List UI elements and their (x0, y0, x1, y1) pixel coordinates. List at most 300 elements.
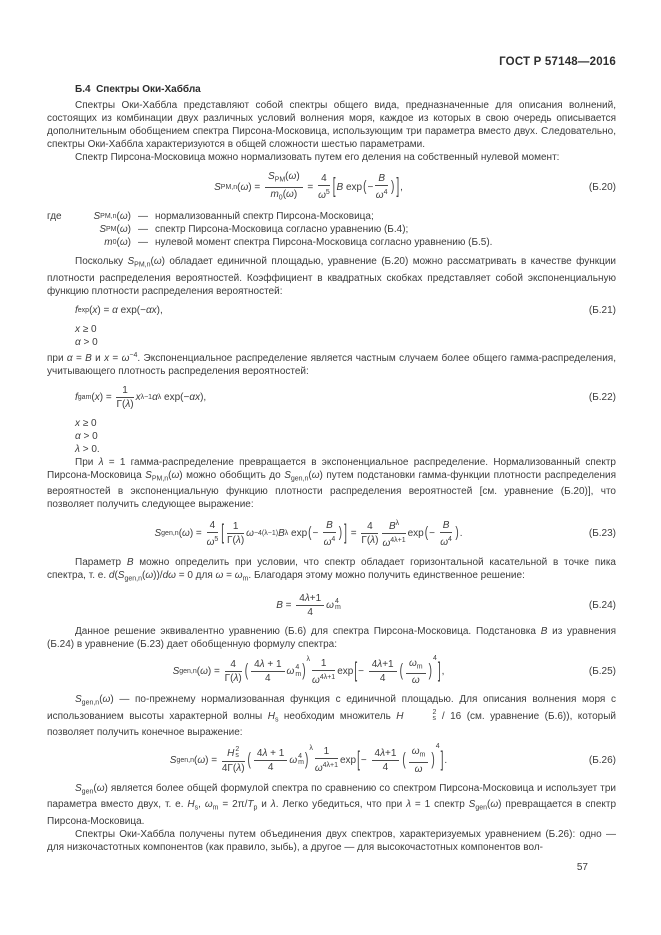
open-delimiter: ( (244, 661, 249, 682)
math-supsub (405, 710, 437, 723)
math-variable: x (104, 352, 110, 364)
math-variable: ω (311, 469, 320, 481)
math-text: ) (240, 535, 245, 546)
math-variable: ω (171, 469, 180, 481)
math-variable: λ (370, 535, 376, 546)
math-variable: S (75, 782, 82, 794)
math-text: − (312, 528, 322, 539)
paragraph (47, 556, 619, 586)
math-variable: ω (246, 528, 254, 539)
fraction-numerator (406, 658, 426, 675)
open-delimiter: [ (221, 521, 225, 546)
math-text: exp (339, 754, 357, 766)
subscript: gen,n (81, 699, 100, 707)
fraction-numerator (323, 520, 336, 533)
math-text: 4 (299, 592, 305, 604)
superscript: −4 (129, 351, 138, 359)
math-variable: ω (286, 188, 294, 200)
math-text: ) = (207, 666, 223, 678)
math-variable: α (66, 352, 73, 364)
fraction-numerator (227, 521, 244, 534)
paragraph (47, 417, 616, 430)
subscript: m (298, 759, 304, 767)
math-text: 1 (232, 521, 239, 532)
math-text: ) путем подстановки гамма-функции плотности распределения вероятностей в экспоненциальную функцию плотности распределения вероятностей [см. уравнение (Б.20)], что позволяет получить следующее выражение: (47, 469, 619, 510)
math-text: ( (141, 570, 146, 581)
close-delimiter: ) (302, 661, 306, 682)
math-text: при (47, 352, 67, 364)
fraction-denominator (318, 186, 330, 201)
superscript: λ (157, 393, 162, 401)
math-text: 4 (209, 519, 216, 531)
section-heading (75, 84, 616, 95)
math-variable: ω (240, 181, 249, 193)
math-variable: B (85, 352, 92, 364)
math-variable: λ (233, 673, 239, 685)
math-text: , (400, 181, 403, 193)
math-variable: H (227, 748, 235, 760)
math-variable: λ (75, 443, 80, 455)
math-group (353, 654, 441, 687)
math-variable: ω (382, 538, 391, 549)
math-text: = (282, 599, 295, 611)
superscript: 2 (235, 745, 240, 753)
subscript: exp (77, 306, 90, 314)
math-text: ( (99, 694, 103, 705)
math-group (247, 744, 313, 773)
math-variable: ω (119, 224, 128, 235)
math-variable: ω (490, 799, 499, 811)
subscript: PM (274, 176, 286, 184)
standard-designation: ГОСТ Р 57148—2016 (499, 56, 616, 68)
math-variable: x (75, 417, 80, 429)
open-delimiter: [ (332, 175, 336, 199)
fraction-denominator (372, 761, 400, 773)
group-power: 4 (432, 654, 437, 662)
math-variable: αx (189, 391, 201, 403)
equation (47, 518, 570, 549)
math-group (362, 173, 395, 201)
math-text: 4 (382, 761, 389, 773)
math-text: ) — по-прежнему нормализованная функция с единичной площадью. Для описания волнения моря с использованием высоты характерной волны (47, 694, 619, 722)
math-variable: ω (288, 171, 297, 182)
open-delimiter: [ (354, 660, 358, 684)
subscript: p (253, 804, 258, 812)
paragraph (47, 336, 616, 349)
math-variable: S (127, 256, 135, 267)
math-variable: m (270, 188, 279, 200)
math-variable: H (267, 710, 275, 722)
math-variable: ω (121, 352, 130, 364)
subscript: PM,n (134, 261, 151, 269)
math-variable: x (92, 304, 98, 316)
math-variable: ω (326, 599, 334, 611)
subscript: PM (106, 226, 117, 233)
math-text: необходим множитель (278, 710, 397, 722)
math-text: 1 (323, 746, 330, 758)
math-text: = (347, 528, 360, 539)
math-text: Б.4 Спектры Оки-Хаббла (75, 84, 201, 95)
fraction-numerator (296, 593, 324, 606)
superscript: 4 (298, 752, 303, 760)
math-text: − (360, 754, 370, 766)
math-text: Спектр Пирсона-Московица можно нормализовать путем его деления на собственный нулевой момент: (75, 152, 560, 163)
superscript: 4 (383, 189, 388, 196)
fraction-numerator (375, 173, 388, 186)
math-text: , (198, 799, 205, 811)
math-text: 4 (265, 673, 271, 685)
math-text: ) = (205, 754, 220, 766)
definition-list (47, 210, 616, 249)
fraction-numerator (318, 173, 330, 186)
group-content (252, 748, 304, 773)
math-text: − (429, 528, 438, 539)
close-delimiter: ) (304, 750, 309, 771)
math-fraction (225, 659, 242, 684)
math-text: ) (293, 188, 298, 200)
fraction-numerator (254, 748, 287, 761)
math-text: ( (196, 666, 201, 678)
close-delimiter: ) (338, 525, 343, 542)
math-fraction (323, 520, 336, 548)
fraction-numerator (369, 659, 397, 672)
math-text: = 2π/ (218, 799, 248, 811)
math-variable: α (75, 430, 81, 442)
math-text: exp (337, 666, 354, 678)
fraction-denominator (440, 533, 453, 548)
equation (47, 171, 570, 203)
group-content (358, 654, 437, 687)
math-text: +1 (382, 659, 394, 671)
math-text: Γ( (361, 535, 371, 546)
math-variable: λ (262, 747, 268, 759)
math-text: . (459, 528, 463, 539)
math-variable: S (154, 528, 162, 539)
equation-number: (Б.21) (588, 304, 616, 316)
equation-row (47, 593, 616, 618)
group-content (407, 746, 431, 775)
fraction-denominator (254, 761, 287, 773)
math-variable: dω (162, 570, 176, 581)
dash-separator: — (138, 224, 148, 235)
math-text: ( (282, 188, 287, 200)
group-content (404, 658, 428, 687)
math-variable: S (284, 469, 291, 481)
superscript: 5 (325, 189, 330, 196)
open-delimiter: ( (424, 525, 429, 542)
math-text: ) = (99, 391, 115, 403)
group-content (313, 520, 338, 548)
fraction-denominator (369, 672, 397, 684)
math-text: ( (93, 782, 97, 794)
definition-row (47, 236, 616, 249)
math-text: = 0 для (175, 570, 216, 581)
superscript: 4 (334, 597, 339, 605)
math-text: ≥ 0 (80, 417, 97, 429)
close-delimiter: ) (431, 750, 435, 771)
math-text: 4 (367, 521, 373, 532)
subscript: 0 (112, 239, 117, 246)
fraction-denominator (227, 534, 244, 546)
math-text: Поскольку (75, 256, 128, 267)
fraction-numerator (222, 747, 245, 762)
math-variable: B (326, 519, 333, 531)
equation (47, 305, 570, 316)
math-text: Параметр (75, 557, 127, 568)
math-text: +1 (385, 747, 397, 759)
math-text: ) обладает единичной площадью, уравнение (Б.20) можно рассматривать в качестве функции плотности распределения вероятностей. Коэффициент в квадратных скобках представляет собой экспоненциальную функцию плотности распределения вероятностей: (47, 256, 619, 297)
open-delimiter: ( (247, 750, 251, 771)
math-text: 4 (374, 747, 381, 759)
math-text: Γ( (116, 398, 126, 410)
math-group (399, 654, 437, 687)
math-variable: S (75, 694, 82, 705)
subscript: s (274, 716, 279, 724)
paragraph (47, 349, 619, 378)
math-text: +1 (309, 592, 322, 604)
math-fraction (222, 747, 245, 774)
math-text: − (367, 181, 374, 193)
close-delimiter: ] (396, 175, 400, 199)
definition-description: нормализованный спектр Пирсона-Московица; (155, 211, 374, 222)
equation-number: (Б.24) (588, 599, 616, 611)
math-text: = (304, 181, 317, 193)
math-variable: λ (380, 747, 385, 759)
math-text: / 16 (см. уравнение (Б.6)), который позволяет получить конечное выражение: (47, 710, 619, 739)
open-delimiter: ( (399, 661, 403, 682)
math-fraction (372, 748, 400, 773)
math-variable: S (468, 799, 476, 811)
superscript: 5 (214, 535, 219, 543)
superscript: 4 (447, 535, 452, 543)
group-power: 4 (435, 743, 440, 751)
fraction-denominator (265, 188, 303, 204)
math-variable: αx (145, 304, 157, 316)
math-text: > 0 (80, 430, 98, 442)
math-text: ( (116, 237, 120, 248)
open-delimiter: ( (402, 750, 406, 771)
paragraph (47, 443, 616, 456)
math-group (424, 520, 460, 548)
group-content (249, 659, 301, 684)
math-text: Γ( (227, 535, 236, 546)
subscript: gen,n (176, 756, 194, 764)
group-content (367, 173, 390, 201)
paragraph (47, 828, 619, 854)
definition-term (73, 223, 131, 236)
math-text: + 1 (264, 659, 282, 671)
math-group (307, 520, 343, 548)
paragraph (47, 625, 619, 651)
fraction-denominator (312, 671, 335, 686)
fraction-numerator (361, 521, 378, 534)
dash-separator: — (138, 211, 148, 222)
math-text: exp (288, 528, 308, 539)
math-text: ), (156, 304, 163, 316)
math-text: ) = (248, 181, 263, 193)
math-variable: ω (197, 754, 206, 766)
definition-term (73, 236, 131, 249)
math-supsub (235, 747, 239, 760)
math-supsub (295, 665, 301, 678)
math-fraction (382, 518, 405, 549)
math-fraction (251, 659, 284, 684)
definition-lead: где (47, 211, 62, 222)
math-text: exp(− (117, 304, 146, 316)
group-content (225, 520, 343, 548)
math-variable: B (442, 519, 450, 531)
fraction-denominator (225, 672, 242, 684)
math-variable: B (378, 173, 385, 184)
math-fraction (265, 171, 303, 203)
math-text: > 0. (79, 443, 100, 455)
math-text: ( (285, 171, 289, 182)
fraction-numerator (265, 171, 303, 188)
math-text: ) является более общей формулой спектра по сравнению со спектром Пирсона-Московица и использует три параметра вместо двух, т. е. (47, 782, 619, 811)
math-variable: ω (215, 570, 224, 581)
math-variable: ω (323, 536, 332, 548)
subscript: gen,n (124, 575, 142, 583)
subscript: PM,n (220, 183, 238, 191)
math-variable: ω (375, 190, 384, 201)
math-text: ) (127, 237, 131, 248)
subscript: gen (81, 788, 94, 796)
equation-row (47, 518, 616, 549)
math-text: 4 (267, 761, 274, 773)
math-variable: λ (98, 456, 104, 468)
equation (47, 385, 570, 410)
math-fraction (318, 173, 330, 201)
math-variable: T (247, 799, 254, 811)
math-variable: α (112, 304, 118, 316)
math-text: 4 (230, 659, 236, 671)
math-variable: ω (96, 782, 105, 794)
math-variable: x (94, 391, 100, 403)
superscript: −4(λ−1) (253, 530, 279, 537)
math-variable: S (268, 171, 275, 182)
math-text: 4 (321, 173, 327, 184)
math-text: exp (407, 528, 424, 539)
math-variable: α (75, 336, 81, 348)
math-variable: λ (270, 799, 276, 811)
math-variable: B (336, 181, 344, 193)
math-text: При (75, 456, 99, 468)
math-text: = (72, 352, 86, 364)
math-fraction (440, 520, 453, 548)
fraction-numerator (382, 518, 405, 534)
definition-term (73, 210, 131, 223)
math-text: 4 (307, 606, 313, 618)
math-text: exp (343, 181, 363, 193)
math-text: Спектры Оки-Хаббла представляют собой спектры общего вида, предназначенные для описания волнений, состоящих из комбинации двух различных условий волнения моря, каждое из которых в свою очередь описывается дополнительным обобщением спектра Пирсона-Московица, использующим три параметра вместо двух. Следовательно, спектры Оки-Хаббла характеризуются в общей сложности шестью параметрами. (47, 100, 619, 150)
math-variable: ω (145, 570, 154, 581)
math-text: 1 (122, 384, 128, 396)
open-delimiter: ( (308, 525, 312, 542)
fraction-numerator (315, 746, 338, 759)
math-variable: f (75, 304, 78, 316)
group-content (360, 743, 440, 775)
equation (47, 654, 570, 687)
document-body (47, 84, 619, 854)
subscript: gam (77, 393, 92, 401)
math-text: ( (237, 181, 241, 193)
math-text: ) (238, 673, 242, 685)
math-variable: ω (314, 763, 323, 775)
math-text: Спектры Оки-Хаббла получены путем объединения двух спектров, характеризуемых уравнением (Б.26): одно — для низкочастотных компонентов (как правило, зыбь), а другое — для высокочастотных компонентов вол- (47, 828, 619, 853)
subscript: m (295, 670, 302, 678)
definition-description: нулевой момент спектра Пирсона-Московица согласно уравнению (Б.5). (155, 237, 493, 248)
math-variable: S (169, 754, 177, 766)
subscript: s (432, 715, 436, 722)
equation-row (47, 171, 616, 203)
fraction-numerator (251, 659, 284, 672)
math-variable: λ (236, 762, 242, 774)
superscript: 2 (432, 708, 437, 716)
subscript: m (212, 804, 219, 812)
close-delimiter: ] (437, 660, 441, 684)
math-fraction (116, 385, 133, 410)
subscript: PM,n (100, 213, 117, 220)
math-fraction (312, 658, 335, 686)
math-group (401, 743, 440, 775)
math-text: ) (375, 535, 379, 546)
math-text: ≥ 0 (80, 323, 97, 335)
fraction-numerator (372, 748, 400, 761)
math-variable: S (214, 181, 221, 193)
math-text: . Легко убедиться, что при (275, 799, 407, 811)
subscript: m (242, 575, 249, 583)
definition-description: спектр Пирсона-Московица согласно уравнению (Б.4); (155, 224, 409, 235)
math-variable: S (117, 570, 125, 581)
math-text: из уравнения (Б.24) в уравнение (Б.23) дает обобщенную формулу спектра: (47, 625, 619, 650)
math-group (244, 656, 311, 685)
math-variable: ω (153, 256, 162, 267)
math-text: , (441, 666, 445, 678)
math-text: 4 (256, 747, 263, 759)
math-text: ( (487, 799, 491, 811)
math-variable: λ (377, 659, 383, 671)
fraction-numerator (225, 659, 242, 672)
fraction-numerator (116, 385, 133, 398)
math-text: ( (114, 570, 118, 581)
math-text: ), (200, 391, 207, 403)
math-text: − (358, 666, 367, 678)
math-variable: ω (411, 746, 420, 758)
math-variable: x (75, 323, 80, 335)
math-text: = (223, 570, 235, 581)
math-variable: ω (440, 536, 448, 548)
math-supsub (335, 599, 341, 612)
math-variable: λ (125, 398, 131, 410)
math-text: ( (89, 304, 93, 316)
superscript: 4λ+1 (390, 537, 406, 544)
equation-number: (Б.20) (588, 181, 616, 193)
fraction-numerator (207, 520, 219, 533)
math-fraction (207, 520, 219, 548)
equation (47, 593, 570, 618)
paragraph (47, 99, 619, 151)
group-content (337, 173, 396, 201)
close-delimiter: ] (440, 748, 444, 772)
math-text: = 1 спектр (411, 799, 469, 811)
math-variable: λ (406, 799, 412, 811)
equation-number: (Б.23) (588, 528, 616, 539)
subscript: gen,n (161, 530, 179, 537)
math-variable: ω (234, 570, 243, 581)
fraction-denominator (409, 763, 429, 775)
math-variable: S (145, 469, 152, 481)
fraction-denominator (406, 674, 426, 686)
